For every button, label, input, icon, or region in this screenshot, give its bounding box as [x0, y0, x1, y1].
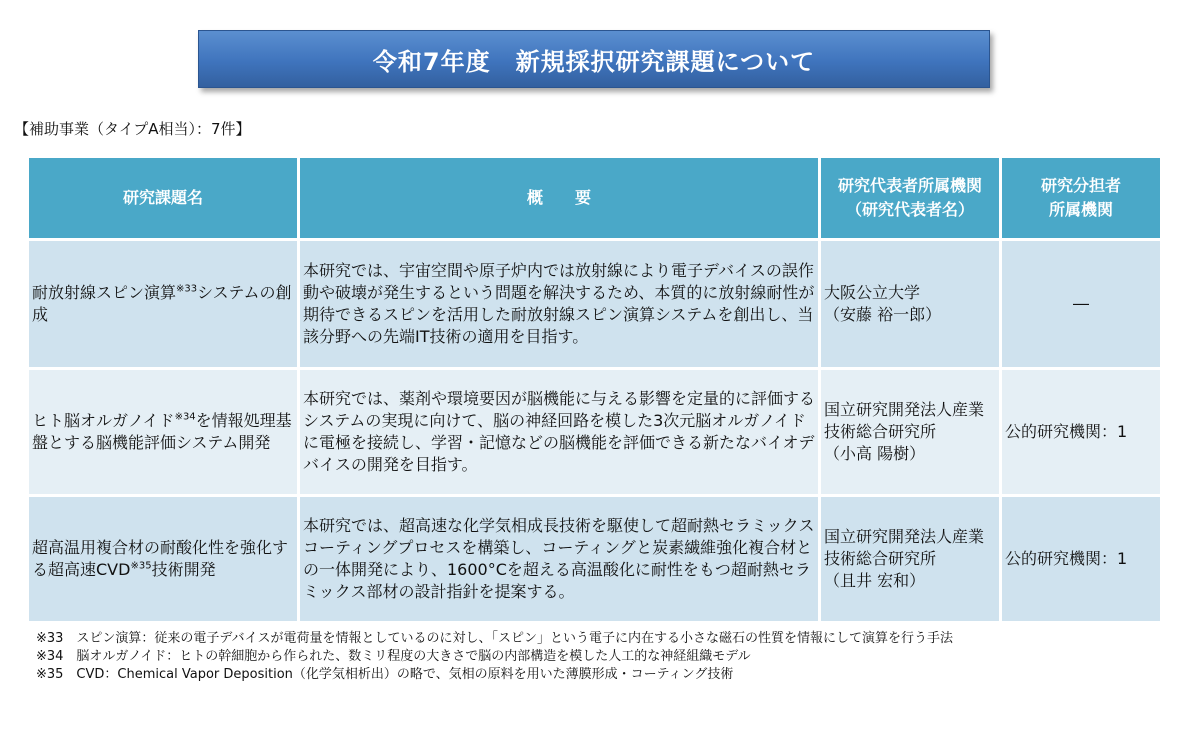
project-name-cell	[29, 370, 297, 494]
footnote-ref: ※34	[174, 411, 196, 423]
footnote-ref: ※33	[176, 283, 198, 295]
institution-cell	[821, 497, 999, 621]
summary-cell: 本研究では、宇宙空間や原子炉内では放射線により電子デバイスの誤作動や破壊が発生するという問題を解決するため、本質的に放射線耐性が期待できるスピンを活用した耐放射線スピン演算システムを創出し、当該分野への先端IT技術の適用を目指す。	[300, 241, 818, 367]
header-summary: 概 要	[300, 158, 818, 238]
project-name-part2: を情報処理基盤とする脳機能評価システム開発	[32, 411, 292, 452]
project-name-cell	[29, 497, 297, 621]
header-partner-line2: 所属機関	[1048, 200, 1113, 219]
table-row	[29, 370, 1160, 494]
summary-cell: 本研究では、薬剤や環境要因が脳機能に与える影響を定量的に評価するシステムの実現に向けて、脳の神経回路を模した3次元脳オルガノイドに電極を接続し、学習・記憶などの脳機能を評価できる新たなバイオデバイスの開発を目指す。	[300, 370, 818, 494]
footnote-33: ※33 スピン演算：従来の電子デバイスが電荷量を情報としているのに対し、「スピン」という電子に内在する小さな磁石の性質を情報にして演算を行う手法	[36, 631, 954, 646]
footnote-34: ※34 脳オルガノイド：ヒトの幹細胞から作られた、数ミリ程度の大きさで脳の内部構造を模した人工的な神経組織モデル	[36, 649, 751, 664]
institution-name: 国立研究開発法人産業技術総合研究所	[824, 400, 985, 441]
institution-name: 大阪公立大学	[824, 283, 921, 302]
header-institution-line2: （研究代表者名）	[845, 200, 974, 219]
partner-cell: 公的研究機関：1	[1002, 497, 1160, 621]
project-name-part1: ヒト脳オルガノイド	[32, 411, 175, 430]
header-partner	[1002, 158, 1160, 238]
section-title: 【補助事業（タイプA相当）：7件】	[14, 120, 251, 138]
institution-cell	[821, 370, 999, 494]
page-title-banner	[198, 30, 990, 88]
representative-name: （小高 陽樹）	[824, 444, 926, 463]
projects-table	[26, 155, 1163, 624]
project-name-cell	[29, 241, 297, 367]
project-name-part1: 超高温用複合材の耐酸化性を強化する超高速CVD	[32, 538, 289, 579]
header-institution-line1: 研究代表者所属機関	[837, 176, 982, 195]
table-row	[29, 497, 1160, 621]
summary-cell: 本研究では、超高速な化学気相成長技術を駆使して超耐熱セラミックスコーティングプロセスを構築し、コーティングと炭素繊維強化複合材との一体開発により、1600°Cを超える高温酸化に耐性をもつ超耐熱セラミックス部材の設計指針を提案する。	[300, 497, 818, 621]
table-row	[29, 241, 1160, 367]
project-name-part1: 耐放射線スピン演算	[32, 283, 177, 302]
representative-name: （安藤 裕一郎）	[824, 305, 942, 324]
footnote-35: ※35 CVD：Chemical Vapor Deposition（化学気相析出）の略で、気相の原料を用いた薄膜形成・コーティング技術	[36, 667, 734, 682]
institution-cell	[821, 241, 999, 367]
partner-cell: 公的研究機関：1	[1002, 370, 1160, 494]
partner-cell: ―	[1002, 241, 1160, 367]
project-name-part2: 技術開発	[151, 560, 216, 579]
header-institution	[821, 158, 999, 238]
footnotes	[36, 630, 953, 684]
header-project-name: 研究課題名	[29, 158, 297, 238]
page-title: 令和7年度 新規採択研究課題について	[372, 47, 816, 76]
representative-name: （且井 宏和）	[824, 571, 926, 590]
institution-name: 国立研究開発法人産業技術総合研究所	[824, 527, 985, 568]
header-partner-line1: 研究分担者	[1040, 176, 1121, 195]
footnote-ref: ※35	[130, 560, 152, 572]
project-name-part2: システムの創成	[32, 283, 292, 324]
table-header-row	[29, 158, 1160, 238]
